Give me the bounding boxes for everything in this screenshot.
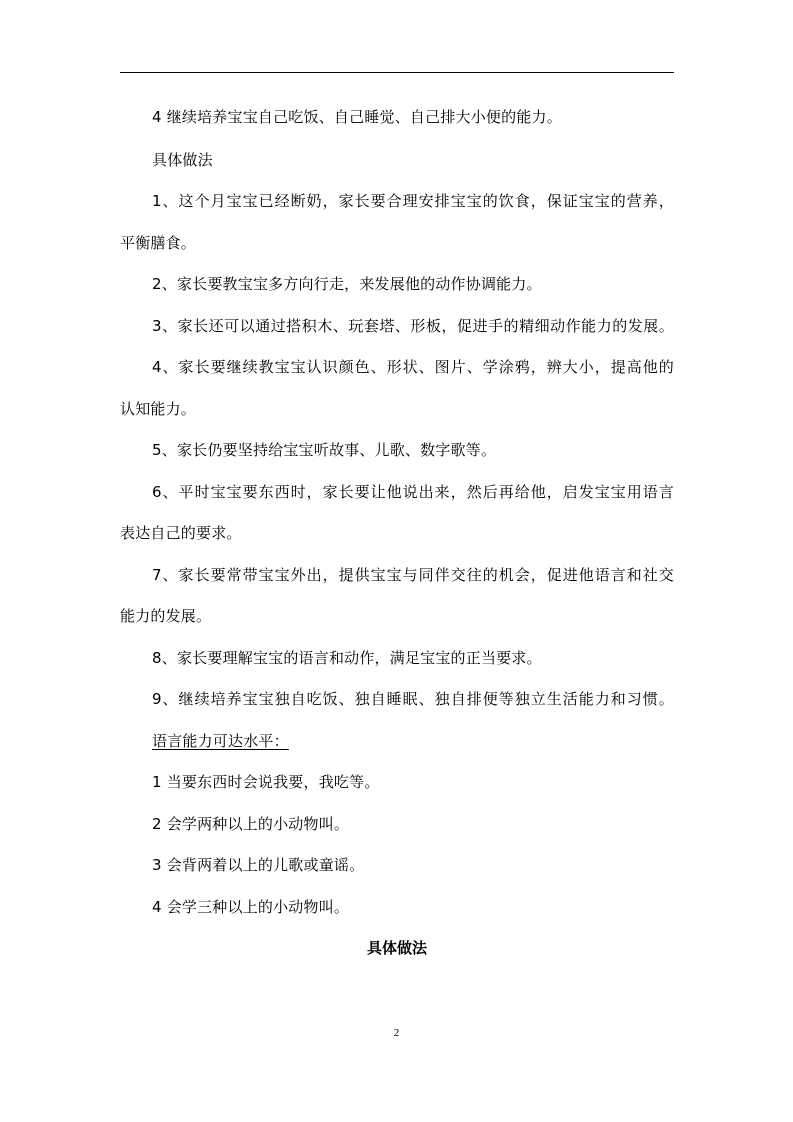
paragraph-line: 4 继续培养宝宝自己吃饭、自己睡觉、自己排大小便的能力。 — [152, 108, 562, 126]
paragraph-line: 表达自己的要求。 — [120, 524, 242, 542]
list-item: 4 会学三种以上的小动物叫。 — [152, 898, 350, 916]
list-item: 1 当要东西时会说我要，我吃等。 — [152, 773, 380, 791]
paragraph-line: 3、家长还可以通过搭积木、玩套塔、形板，促进手的精细动作能力的发展。 — [152, 317, 674, 335]
paragraph-line: 7、家长要常带宝宝外出，提供宝宝与同伴交往的机会，促进他语言和社交 — [152, 566, 674, 584]
paragraph-line: 1、这个月宝宝已经断奶，家长要合理安排宝宝的饮食，保证宝宝的营养， — [152, 192, 674, 210]
subheading-line: 语言能力可达水平： — [152, 732, 289, 750]
list-item: 2 会学两种以上的小动物叫。 — [152, 815, 350, 833]
paragraph-line: 平衡膳食。 — [120, 234, 197, 252]
paragraph-line: 6、平时宝宝要东西时，家长要让他说出来，然后再给他，启发宝宝用语言 — [152, 483, 674, 501]
paragraph-line: 5、家长仍要坚持给宝宝听故事、儿歌、数字歌等。 — [152, 441, 497, 459]
paragraph-line: 4、家长要继续教宝宝认识颜色、形状、图片、学涂鸦，辨大小，提高他的 — [152, 358, 674, 376]
header-rule — [120, 72, 674, 73]
paragraph-line: 具体做法 — [152, 151, 213, 169]
paragraph-line: 2、家长要教宝宝多方向行走，来发展他的动作协调能力。 — [152, 275, 542, 293]
paragraph-line: 9、继续培养宝宝独自吃饭、独自睡眠、独自排便等独立生活能力和习惯。 — [152, 690, 674, 708]
page-number: 2 — [393, 1027, 400, 1039]
section-heading: 具体做法 — [366, 939, 427, 957]
paragraph-line: 8、家长要理解宝宝的语言和动作，满足宝宝的正当要求。 — [152, 649, 542, 667]
paragraph-line: 能力的发展。 — [120, 607, 212, 625]
paragraph-line: 认知能力。 — [120, 400, 197, 418]
list-item: 3 会背两着以上的儿歌或童谣。 — [152, 856, 365, 874]
